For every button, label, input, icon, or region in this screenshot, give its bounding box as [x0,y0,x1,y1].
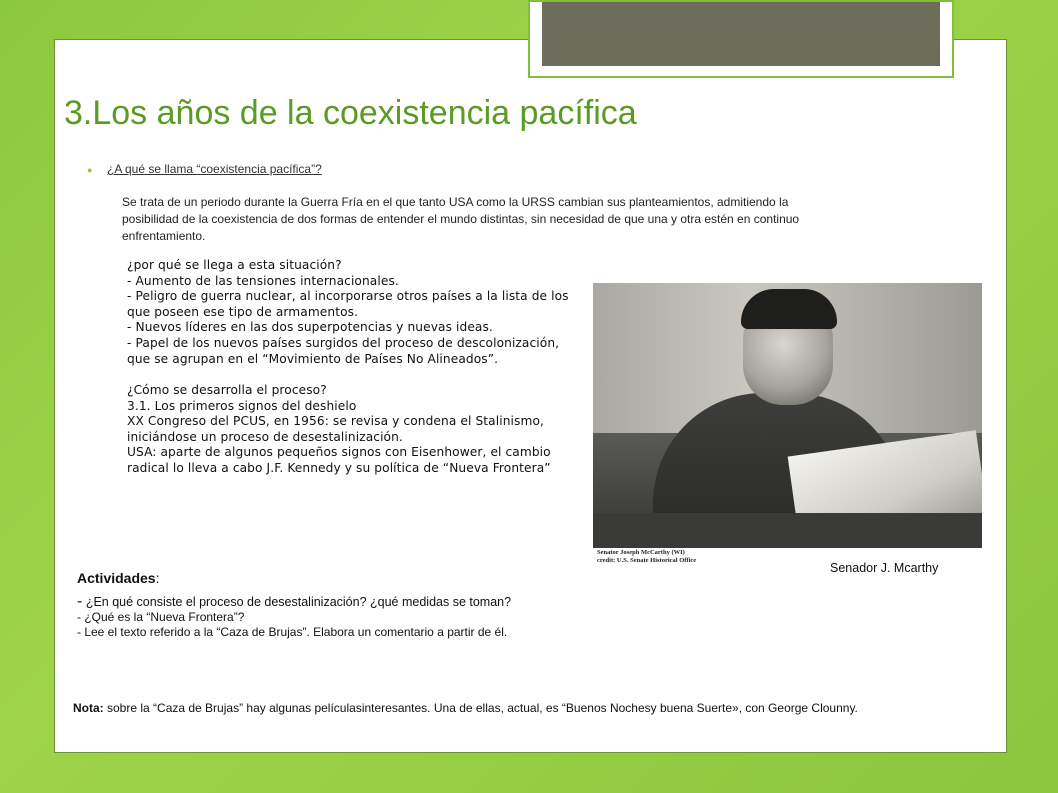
note-row [73,701,858,715]
photo-caption-line: credit: U.S. Senate Historical Office [597,557,697,564]
causes-line: - Peligro de guerra nuclear, al incorporarse otros países a la lista de los [127,289,569,304]
activity-dash: - [77,593,83,610]
intro-line: Se trata de un periodo durante la Guerra Fría en el que tanto USA como la URSS cambian sus planteamientos, admitiendo la [122,195,789,209]
photo-caption-line: Senator Joseph McCarthy (WI) [597,549,685,556]
causes-line: - Aumento de las tensiones internacionales. [127,273,399,288]
process-line: XX Congreso del PCUS, en 1956: se revisa y condena el Stalinismo, [127,414,544,429]
slide-title: 3.Los años de la coexistencia pacífica [64,94,637,132]
question-text: ¿A qué se llama “coexistencia pacífica”? [107,162,322,176]
process-heading: ¿Cómo se desarrolla el proceso? [127,383,327,397]
process-line: USA: aparte de algunos pequeños signos con Eisenhower, el cambio [127,445,551,460]
photo-desk [593,513,982,548]
header-image-frame [528,0,954,78]
activities-heading: Actividades [77,570,156,586]
intro-line: posibilidad de la coexistencia de dos formas de entender el mundo distintas, sin necesidad de que una y otra estén en continuo [122,212,800,226]
process-block [127,383,589,477]
activities-colon: : [155,570,160,586]
activity-item: - Lee el texto referido a la “Caza de Brujas”. Elabora un comentario a partir de él. [77,625,508,639]
activity-item: - ¿Qué es la “Nueva Frontera”? [77,610,245,624]
photo-label: Senador J. Mcarthy [830,561,939,575]
causes-line: que se agrupan en el “Movimiento de Países No Alineados”. [127,351,499,366]
header-image-box [542,2,940,66]
process-line: iniciándose un proceso de desestalinización. [127,429,403,444]
intro-line: enfrentamiento. [122,229,206,243]
causes-line: que poseen ese tipo de armamentos. [127,304,359,319]
causes-line: - Papel de los nuevos países surgidos del proceso de descolonización, [127,335,560,350]
note-label: Nota: [73,701,104,715]
activities-heading-row [77,570,677,586]
photo-caption [597,549,696,565]
photo-figure-hair [741,289,837,329]
activities-section [77,570,677,640]
bullet-icon: ● [87,165,93,175]
process-line: 3.1. Los primeros signos del deshielo [127,398,357,413]
note-text: sobre la “Caza de Brujas” hay algunas películasinteresantes. Una de ellas, actual, es “Buenos Nochesy buena Suerte», con George Clounny. [103,701,858,715]
process-line: radical lo lleva a cabo J.F. Kennedy y su política de “Nueva Frontera” [127,460,551,475]
causes-heading: ¿por qué se llega a esta situación? [127,258,342,272]
activity-text: ¿En qué consiste el proceso de desestalinización? ¿qué medidas se toman? [85,595,512,609]
causes-line: - Nuevos líderes en las dos superpotencias y nuevas ideas. [127,320,493,335]
intro-paragraph [122,194,882,245]
causes-block [127,258,589,367]
mccarthy-photo [593,283,982,566]
activity-item [77,594,677,610]
